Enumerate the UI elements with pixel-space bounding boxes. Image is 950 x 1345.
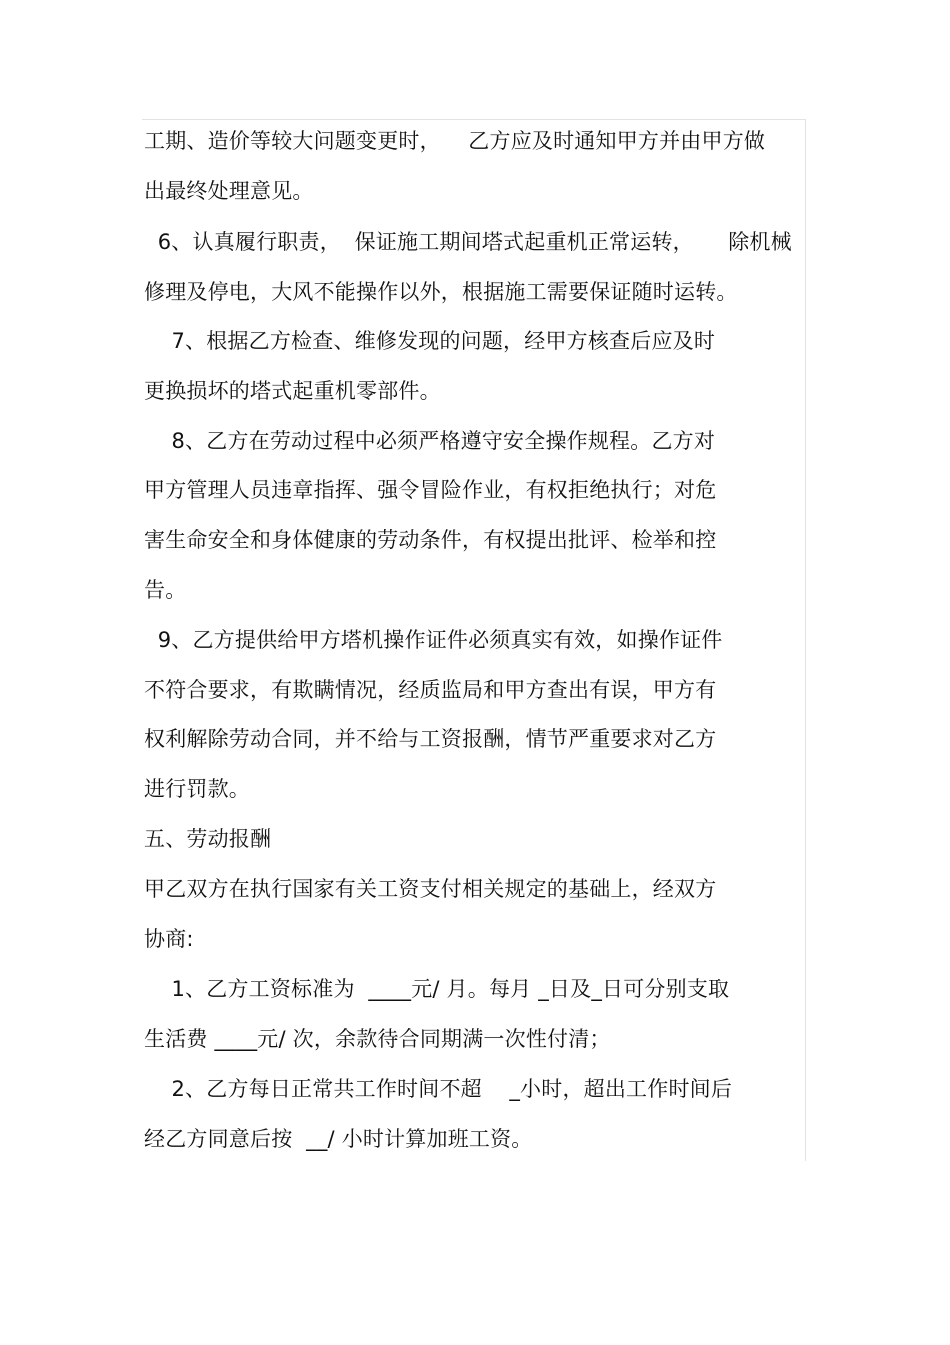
pay-clause-1-line-2: 生活费 ____元/ 次，余款待合同期满一次性付清；: [144, 1027, 611, 1051]
clause-6-line-1: 6、认真履行职责， 保证施工期间塔式起重机正常运转， 除机械: [144, 230, 792, 254]
section-5-intro-line-2: 协商:: [144, 927, 194, 951]
clause-7-line-2: 更换损坏的塔式起重机零部件。: [144, 379, 441, 403]
clause-8-line-3: 害生命安全和身体健康的劳动条件，有权提出批评、检举和控: [144, 528, 717, 552]
clause-9-line-1: 9、乙方提供给甲方塔机操作证件必须真实有效，如操作证件: [144, 628, 723, 652]
clause-9-line-2: 不符合要求，有欺瞒情况，经质监局和甲方查出有误，甲方有: [144, 678, 717, 702]
clause-9-line-3: 权利解除劳动合同，并不给与工资报酬，情节严重要求对乙方: [144, 727, 717, 751]
pay-clause-2-line-1: 2、乙方每日正常共工作时间不超 _小时，超出工作时间后: [144, 1077, 733, 1101]
clause-6-line-2: 修理及停电，大风不能操作以外，根据施工需要保证随时运转。: [144, 280, 738, 304]
clause-8-line-4: 告。: [144, 578, 187, 602]
clause-7-line-1: 7、根据乙方检查、维修发现的问题，经甲方核查后应及时: [144, 329, 716, 353]
text-line-1: 工期、造价等较大问题变更时， 乙方应及时通知甲方并由甲方做: [144, 129, 766, 153]
section-heading-labor-pay: 五、劳动报酬: [144, 827, 272, 851]
clause-8-line-2: 甲方管理人员违章指挥、强令冒险作业，有权拒绝执行；对危: [144, 478, 717, 502]
clause-9-line-4: 进行罚款。: [144, 777, 250, 801]
pay-clause-1-line-1: 1、乙方工资标准为 ____元/ 月。每月 _日及_日可分别支取: [144, 977, 730, 1001]
section-5-intro-line-1: 甲乙双方在执行国家有关工资支付相关规定的基础上，经双方: [144, 877, 717, 901]
pay-clause-2-line-2: 经乙方同意后按 __/ 小时计算加班工资。: [144, 1127, 533, 1151]
text-line-2: 出最终处理意见。: [144, 179, 314, 203]
clause-8-line-1: 8、乙方在劳动过程中必须严格遵守安全操作规程。乙方对: [144, 429, 716, 453]
